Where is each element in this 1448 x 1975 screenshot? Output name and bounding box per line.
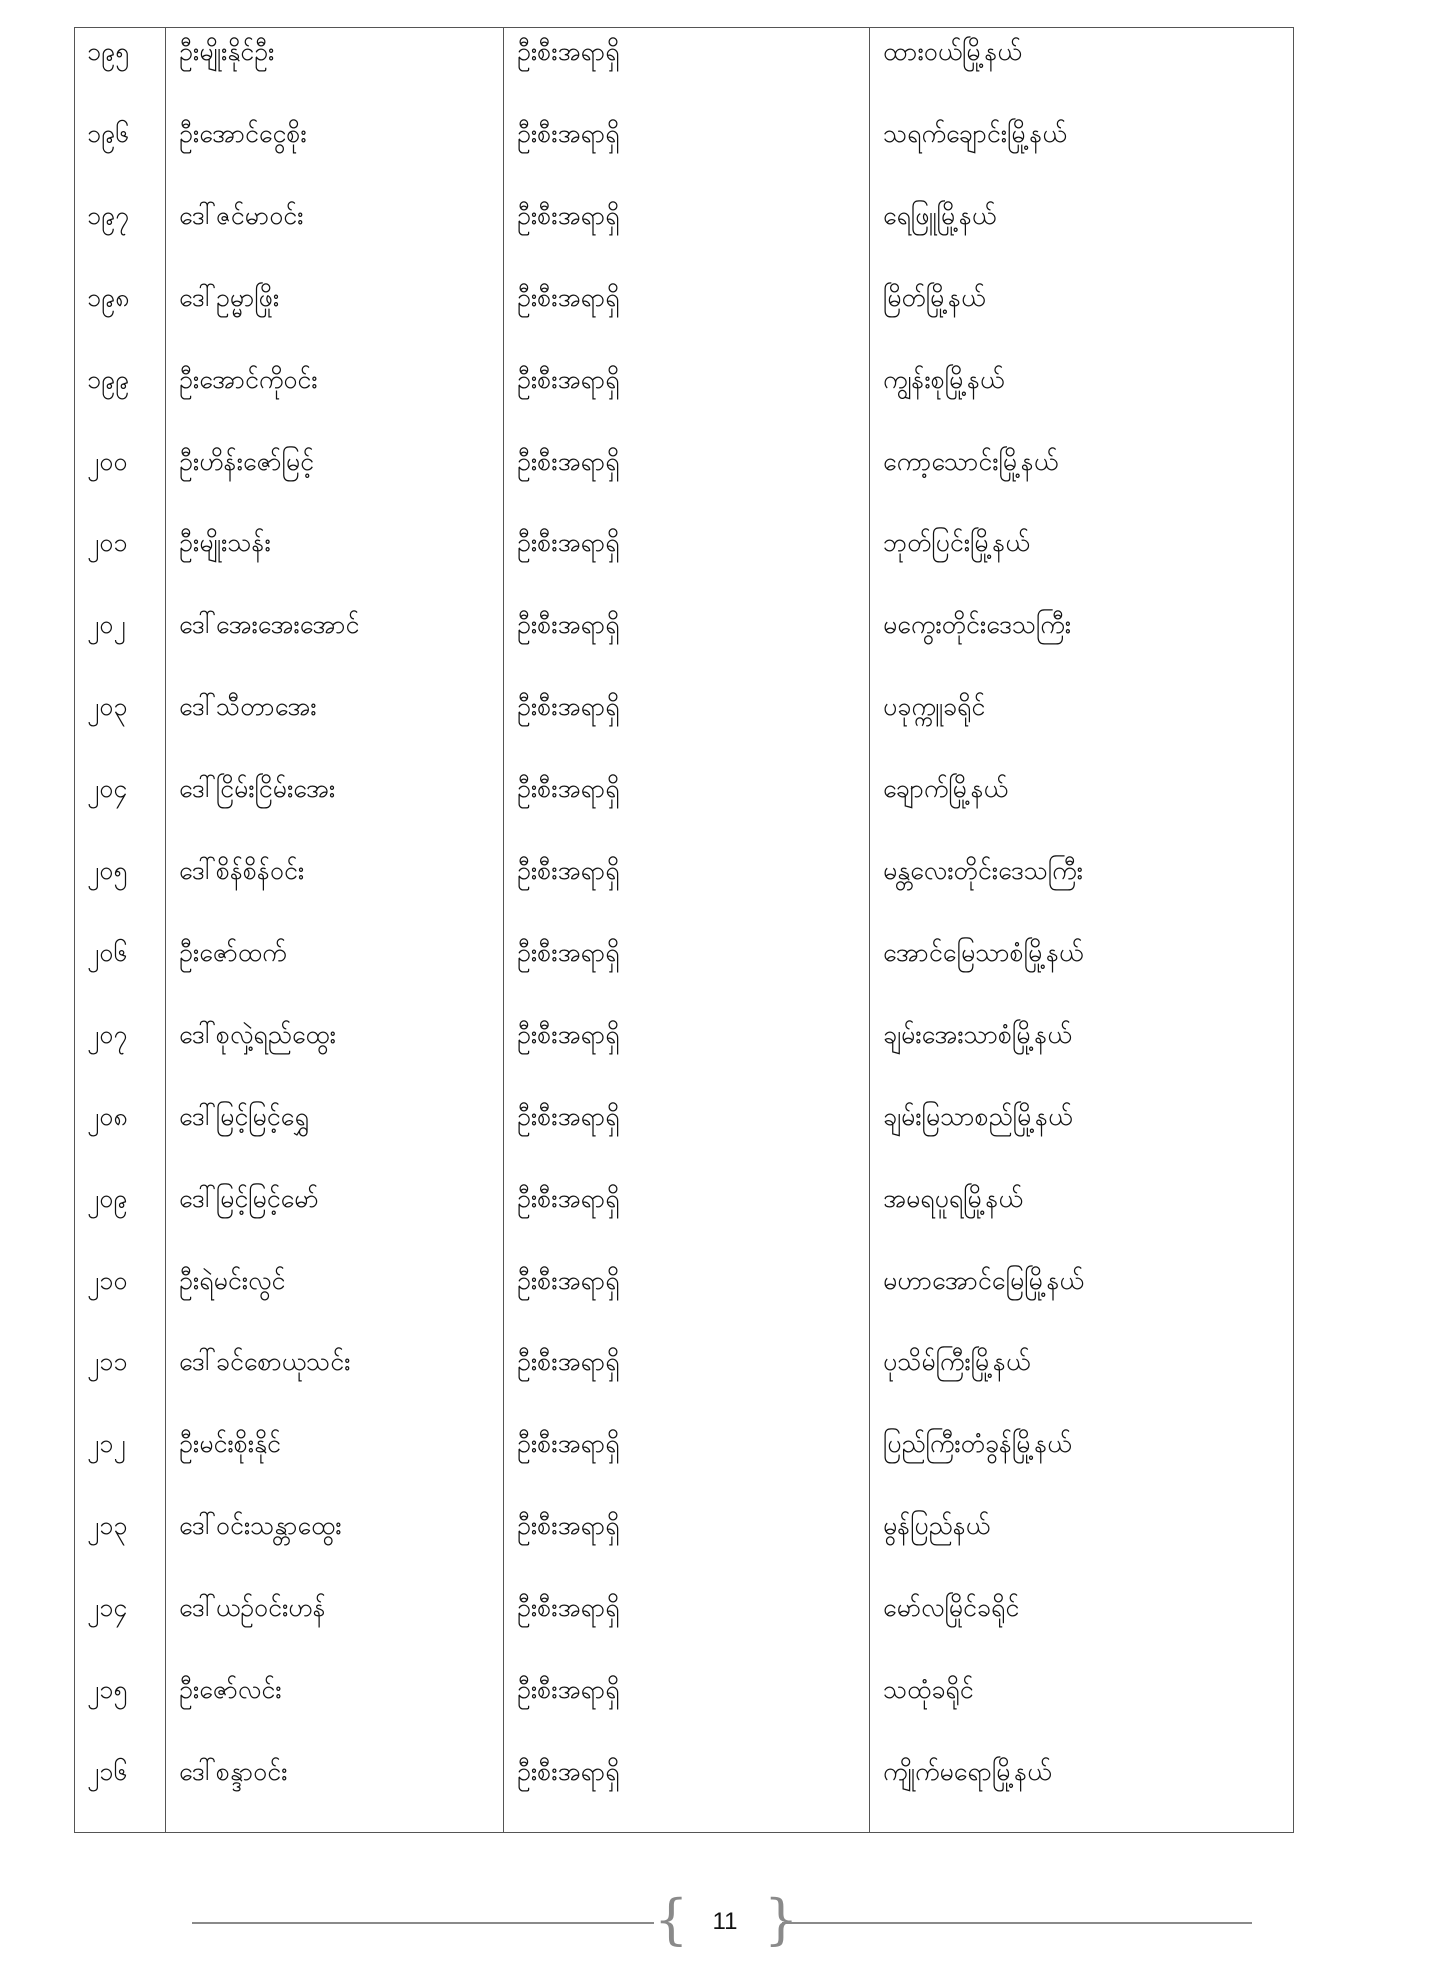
row-number-cell: ၁၉၇ — [87, 200, 130, 230]
person-name-cell: ဒေါ်ဥမ္မာဖြိုး — [179, 282, 280, 312]
position-title-cell: ဦးစီးအရာရှိ — [517, 610, 620, 640]
row-number-cell: ၂၁၅ — [87, 1675, 128, 1704]
row-number-cell: ၂၀၀ — [87, 446, 128, 476]
person-name-cell: ဦးမျိုးသန်း — [179, 528, 271, 558]
row-number-cell: ၂၀၇ — [87, 1019, 128, 1049]
position-title-cell: ဦးစီးအရာရှိ — [517, 937, 620, 967]
position-title-cell: ဦးစီးအရာရှိ — [517, 692, 620, 722]
table-row — [75, 274, 1293, 356]
person-name-cell: ဦးမျိုးနိုင်ဦး — [179, 37, 275, 66]
work-location-cell: အောင်မြေသာစံမြို့နယ် — [883, 937, 1084, 967]
person-name-cell: ဦးဇော်ထက် — [179, 937, 287, 967]
row-number-cell: ၂၁၂ — [87, 1429, 126, 1459]
work-location-cell: ပြည်ကြီးတံခွန်မြို့နယ် — [883, 1429, 1072, 1459]
person-name-cell: ဒေါ်ဝင်းသန္တာထွေး — [179, 1511, 342, 1541]
table-row — [75, 1420, 1293, 1502]
left-brace-icon: { — [654, 1888, 689, 1951]
position-title-cell: ဦးစီးအရာရှိ — [517, 1183, 620, 1213]
table-row — [75, 1011, 1293, 1093]
table-row — [75, 1175, 1293, 1257]
table-row — [75, 1584, 1293, 1666]
work-location-cell: ရေဖြူမြို့နယ် — [883, 200, 997, 230]
person-name-cell: ဒေါ်သီတာအေး — [179, 692, 317, 722]
work-location-cell: မော်လမြိုင်ခရိုင် — [883, 1593, 1020, 1623]
work-location-cell: မွန်ပြည်နယ် — [883, 1511, 991, 1541]
person-name-cell: ဦးဟိန်းဇော်မြင့် — [179, 446, 315, 476]
footer-rule-left — [192, 1922, 654, 1924]
person-name-cell: ဒေါ်ငြိမ်းငြိမ်းအေး — [179, 774, 336, 804]
work-location-cell: ကျိုက်မရောမြို့နယ် — [883, 1756, 1052, 1786]
table-row — [75, 356, 1293, 438]
position-title-cell: ဦးစီးအရာရှိ — [517, 1593, 620, 1623]
work-location-cell: ချမ်းအေးသာစံမြို့နယ် — [883, 1019, 1072, 1049]
work-location-cell: သရက်ချောင်းမြို့နယ် — [883, 118, 1067, 148]
work-location-cell: ပုသိမ်ကြီးမြို့နယ် — [883, 1347, 1031, 1377]
person-name-cell: ဦးမင်းစိုးနိုင် — [179, 1429, 281, 1459]
table-row — [75, 1748, 1293, 1830]
page-number: 11 — [712, 1908, 738, 1935]
table-row — [75, 192, 1293, 274]
row-number-cell: ၁၉၉ — [87, 364, 130, 394]
position-title-cell: ဦးစီးအရာရှိ — [517, 118, 620, 148]
row-number-cell: ၂၁၃ — [87, 1511, 128, 1541]
work-location-cell: ချမ်းမြသာစည်မြို့နယ် — [883, 1101, 1073, 1131]
row-number-cell: ၂၀၂ — [87, 610, 126, 640]
work-location-cell: မြိတ်မြို့နယ် — [883, 282, 986, 312]
position-title-cell: ဦးစီးအရာရှိ — [517, 1511, 620, 1541]
work-location-cell: ဘုတ်ပြင်းမြို့နယ် — [883, 528, 1030, 558]
row-number-cell: ၂၀၈ — [87, 1101, 128, 1131]
row-number-cell: ၁၉၅ — [87, 37, 130, 66]
person-name-cell: ဒေါ်စုလှဲ့ရည်ထွေး — [179, 1019, 337, 1049]
staff-table — [74, 27, 1294, 1833]
person-name-cell: ဒေါ်ယဉ်ဝင်းဟန် — [179, 1593, 326, 1623]
position-title-cell: ဦးစီးအရာရှိ — [517, 1265, 620, 1295]
person-name-cell: ဦးဇော်လင်း — [179, 1675, 282, 1704]
work-location-cell: အမရပူရမြို့နယ် — [883, 1183, 1023, 1213]
person-name-cell: ဒေါ်စိန်စိန်ဝင်း — [179, 856, 305, 885]
table-row — [75, 765, 1293, 847]
position-title-cell: ဦးစီးအရာရှိ — [517, 774, 620, 804]
table-row — [75, 1666, 1293, 1748]
table-row — [75, 1257, 1293, 1339]
position-title-cell: ဦးစီးအရာရှိ — [517, 856, 620, 885]
row-number-cell: ၁၉၆ — [87, 118, 130, 148]
table-row — [75, 929, 1293, 1011]
row-number-cell: ၂၀၉ — [87, 1183, 128, 1213]
position-title-cell: ဦးစီးအရာရှိ — [517, 446, 620, 476]
position-title-cell: ဦးစီးအရာရှိ — [517, 1675, 620, 1704]
table-row — [75, 519, 1293, 601]
work-location-cell: ကျွန်းစုမြို့နယ် — [883, 364, 1005, 394]
work-location-cell: ပခုက္ကူခရိုင် — [883, 692, 986, 722]
position-title-cell: ဦးစီးအရာရှိ — [517, 528, 620, 558]
position-title-cell: ဦးစီးအရာရှိ — [517, 1019, 620, 1049]
table-row — [75, 601, 1293, 683]
position-title-cell: ဦးစီးအရာရှိ — [517, 1101, 620, 1131]
table-row — [75, 847, 1293, 929]
table-row — [75, 1093, 1293, 1175]
table-row — [75, 110, 1293, 192]
row-number-cell: ၂၀၁ — [87, 528, 128, 558]
row-number-cell: ၂၁၀ — [87, 1265, 128, 1295]
row-number-cell: ၂၀၆ — [87, 937, 128, 967]
position-title-cell: ဦးစီးအရာရှိ — [517, 364, 620, 394]
person-name-cell: ဦးအောင်ကိုဝင်း — [179, 364, 318, 394]
work-location-cell: မန္တလေးတိုင်းဒေသကြီး — [883, 856, 1083, 885]
work-location-cell: ချောက်မြို့နယ် — [883, 774, 1008, 804]
work-location-cell: မဟာအောင်မြေမြို့နယ် — [883, 1265, 1084, 1295]
person-name-cell: ဒေါ်ခင်စောယုသင်း — [179, 1347, 351, 1377]
table-row — [75, 1338, 1293, 1420]
work-location-cell: ကော့သောင်းမြို့နယ် — [883, 446, 1059, 476]
table-row — [75, 1502, 1293, 1584]
person-name-cell: ဒေါ်ဇင်မာဝင်း — [179, 200, 304, 230]
right-brace-icon: } — [764, 1888, 799, 1951]
person-name-cell: ဦးအောင်ငွေစိုး — [179, 118, 307, 148]
work-location-cell: သထုံခရိုင် — [883, 1675, 974, 1704]
position-title-cell: ဦးစီးအရာရှိ — [517, 37, 620, 66]
person-name-cell: ဒေါ်မြင့်မြင့်မော် — [179, 1183, 319, 1213]
row-number-cell: ၂၁၆ — [87, 1756, 128, 1786]
row-number-cell: ၂၀၃ — [87, 692, 128, 722]
person-name-cell: ဦးရဲမင်းလွင် — [179, 1265, 286, 1295]
work-location-cell: မကွေးတိုင်းဒေသကြီး — [883, 610, 1072, 640]
work-location-cell: ထားဝယ်မြို့နယ် — [883, 37, 1022, 66]
footer-rule-right — [782, 1922, 1252, 1924]
table-row — [75, 683, 1293, 765]
row-number-cell: ၂၀၄ — [87, 774, 128, 804]
person-name-cell: ဒေါ်မြင့်မြင့်ရွှေ — [179, 1101, 310, 1131]
row-number-cell: ၁၉၈ — [87, 282, 130, 312]
person-name-cell: ဒေါ်အေးအေးအောင် — [179, 610, 360, 640]
table-row — [75, 438, 1293, 520]
page-footer — [0, 1890, 1448, 1950]
position-title-cell: ဦးစီးအရာရှိ — [517, 200, 620, 230]
row-number-cell: ၂၁၁ — [87, 1347, 128, 1377]
position-title-cell: ဦးစီးအရာရှိ — [517, 1429, 620, 1459]
position-title-cell: ဦးစီးအရာရှိ — [517, 1347, 620, 1377]
row-number-cell: ၂၁၄ — [87, 1593, 128, 1623]
row-number-cell: ၂၀၅ — [87, 856, 128, 885]
position-title-cell: ဦးစီးအရာရှိ — [517, 1756, 620, 1786]
position-title-cell: ဦးစီးအရာရှိ — [517, 282, 620, 312]
person-name-cell: ဒေါ်စန္ဒာဝင်း — [179, 1756, 288, 1786]
table-row — [75, 28, 1293, 110]
